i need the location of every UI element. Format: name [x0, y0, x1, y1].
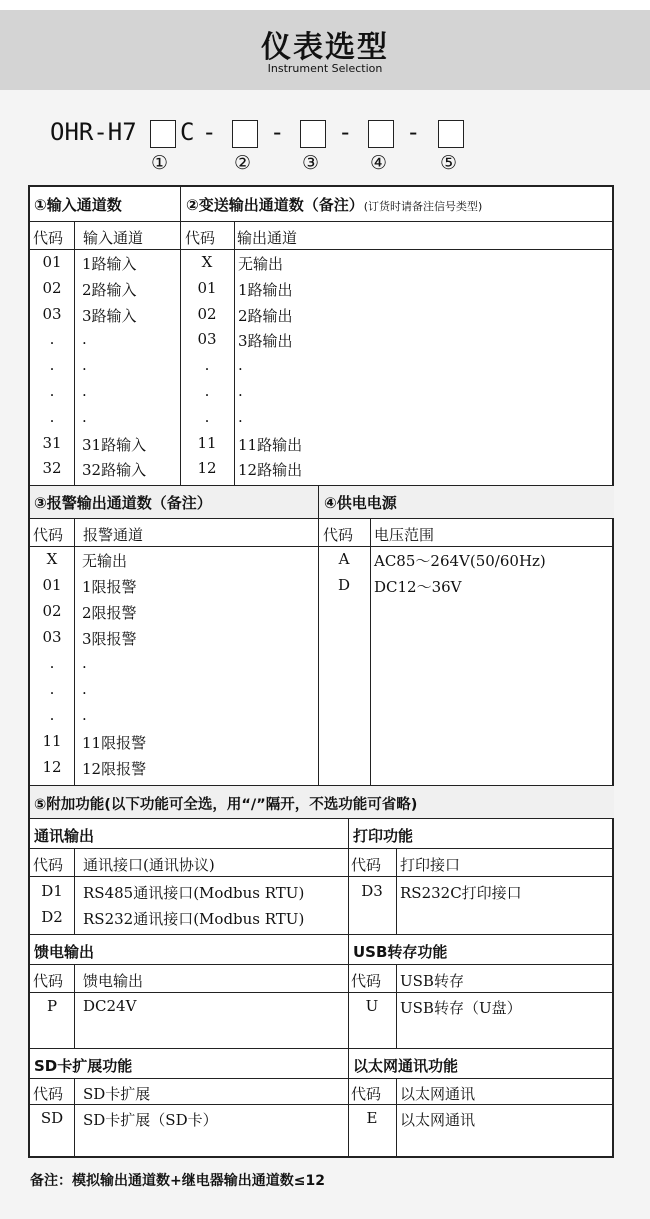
row-code: 01: [42, 253, 62, 271]
col-header-usb: USB转存: [400, 972, 464, 990]
row-code: U: [365, 997, 379, 1015]
option-box-2: [232, 120, 258, 148]
row-value: USB转存（U盘）: [400, 999, 522, 1017]
section-title-transmit: ②变送输出通道数（备注）(订货时请备注信号类型): [186, 196, 483, 214]
row-code: 11: [197, 433, 217, 452]
option-number: ④: [370, 152, 388, 174]
row-code: 12: [197, 459, 217, 478]
col-header-sd: SD卡扩展: [83, 1085, 151, 1103]
row-value: .: [82, 330, 87, 349]
row-code: 03: [42, 304, 62, 323]
col-header-print: 打印接口: [400, 856, 461, 874]
model-dash: -: [202, 118, 217, 146]
col-header-comm: 通讯接口(通讯协议): [83, 856, 215, 874]
row-value: 12限报警: [82, 760, 147, 778]
row-value: .: [82, 407, 87, 426]
col-header-code: 代码: [351, 972, 382, 990]
row-code: 03: [197, 330, 217, 349]
model-dash: -: [338, 118, 353, 146]
row-value: .: [238, 382, 243, 400]
row-code: 03: [42, 628, 62, 646]
row-value: 无输出: [82, 552, 128, 570]
row-code: .: [204, 382, 210, 400]
selection-table: [28, 185, 614, 1158]
col-header-code: 代码: [351, 1085, 382, 1103]
row-value: 12路输出: [238, 461, 303, 480]
row-value: RS232C打印接口: [400, 884, 522, 902]
row-code: E: [366, 1109, 378, 1127]
row-value: 32路输入: [82, 461, 147, 480]
row-value: DC24V: [83, 997, 137, 1015]
col-header-code: 代码: [33, 229, 64, 247]
col-header-code: 代码: [33, 856, 64, 874]
row-value: 11路输出: [238, 435, 303, 454]
section-title-power: ④供电电源: [324, 494, 397, 512]
row-value: .: [82, 356, 87, 375]
row-value: .: [238, 407, 243, 426]
row-code: .: [49, 407, 55, 426]
col-header-output: 输出通道: [237, 229, 298, 247]
row-value: 31路输入: [82, 435, 147, 454]
row-value: RS485通讯接口(Modbus RTU): [83, 884, 305, 902]
col-header-input: 输入通道: [83, 229, 144, 247]
row-code: P: [46, 997, 58, 1015]
row-value: .: [238, 356, 243, 375]
col-header-code: 代码: [33, 526, 64, 544]
subsection-title-print: 打印功能: [353, 827, 414, 845]
row-code: .: [49, 654, 55, 672]
col-header-code: 代码: [33, 1085, 64, 1103]
row-value: 2路输出: [238, 306, 293, 325]
page-header: [0, 10, 650, 90]
model-dash: -: [270, 118, 285, 146]
row-code: 02: [42, 602, 62, 620]
option-number: ③: [302, 152, 320, 174]
row-value: 3路输出: [238, 332, 293, 351]
option-box-5: [438, 120, 464, 148]
row-code: D: [337, 576, 351, 594]
row-code: 02: [42, 278, 62, 297]
row-value: 3限报警: [82, 630, 137, 648]
subsection-title-feed: 馈电输出: [34, 943, 95, 961]
row-code: SD: [40, 1109, 64, 1127]
section-note: (订货时请备注信号类型): [363, 200, 483, 213]
row-code: .: [204, 356, 210, 375]
row-value: .: [82, 706, 87, 724]
row-code: .: [49, 356, 55, 375]
section-title-extra: ⑤附加功能(以下功能可全选，用“/”隔开，不选功能可省略): [34, 797, 418, 813]
row-code: 32: [42, 459, 62, 478]
row-value: RS232通讯接口(Modbus RTU): [83, 910, 305, 928]
option-box-3: [300, 120, 326, 148]
row-value: 2路输入: [82, 280, 137, 299]
col-header-voltage: 电压范围: [374, 526, 435, 544]
subsection-title-sd: SD卡扩展功能: [34, 1057, 133, 1075]
model-mid: C: [180, 118, 195, 146]
row-value: .: [82, 680, 87, 698]
row-value: 11限报警: [82, 734, 147, 752]
col-header-eth: 以太网通讯: [400, 1085, 476, 1103]
option-box-1: [150, 120, 176, 148]
row-value: .: [82, 382, 87, 400]
row-code: 31: [42, 433, 62, 452]
row-value: DC12～36V: [374, 578, 462, 596]
row-code: 01: [42, 576, 62, 594]
row-value: SD卡扩展（SD卡）: [83, 1111, 218, 1129]
row-code: .: [49, 330, 55, 349]
top-strip: [0, 0, 650, 10]
section-title-input: ①输入通道数: [34, 196, 122, 214]
row-code: .: [204, 407, 210, 426]
col-header-code: 代码: [351, 856, 382, 874]
row-code: D1: [41, 882, 63, 900]
row-code: 01: [197, 278, 217, 297]
subsection-title-usb: USB转存功能: [353, 943, 448, 961]
col-header-code: 代码: [323, 526, 354, 544]
page-subtitle: Instrument Selection: [267, 62, 383, 75]
model-dash: -: [406, 118, 421, 146]
row-code: D2: [41, 908, 63, 926]
row-code: 11: [42, 732, 62, 750]
row-value: 1限报警: [82, 578, 137, 596]
option-number: ①: [151, 152, 169, 174]
col-header-code: 代码: [185, 229, 216, 247]
row-value: 1路输出: [238, 280, 293, 299]
row-value: 1路输入: [82, 255, 137, 273]
col-header-code: 代码: [33, 972, 64, 990]
row-value: AC85～264V(50/60Hz): [374, 552, 546, 570]
row-value: 无输出: [238, 255, 284, 273]
section-title-alarm: ③报警输出通道数（备注）: [34, 494, 212, 512]
subsection-title-eth: 以太网通讯功能: [353, 1057, 459, 1075]
row-code: X: [201, 253, 213, 271]
option-number: ②: [234, 152, 252, 174]
row-code: .: [49, 382, 55, 400]
row-code: X: [46, 550, 58, 568]
row-value: 以太网通讯: [400, 1111, 476, 1129]
option-box-4: [368, 120, 394, 148]
col-header-feed: 馈电输出: [83, 972, 144, 990]
footnote: 备注：模拟输出通道数+继电器输出通道数≤12: [30, 1173, 325, 1189]
row-code: D3: [361, 882, 383, 900]
row-value: 3路输入: [82, 306, 137, 325]
row-code: A: [338, 550, 350, 568]
option-number: ⑤: [440, 152, 458, 174]
col-header-alarm: 报警通道: [83, 526, 144, 544]
row-code: .: [49, 706, 55, 724]
row-code: .: [49, 680, 55, 698]
row-value: 2限报警: [82, 604, 137, 622]
subsection-title-comm: 通讯输出: [34, 827, 95, 845]
row-code: 12: [42, 758, 62, 776]
row-code: 02: [197, 304, 217, 323]
row-value: .: [82, 654, 87, 672]
model-prefix: OHR-H7: [50, 118, 137, 146]
page-title: 仪表选型: [261, 30, 389, 65]
